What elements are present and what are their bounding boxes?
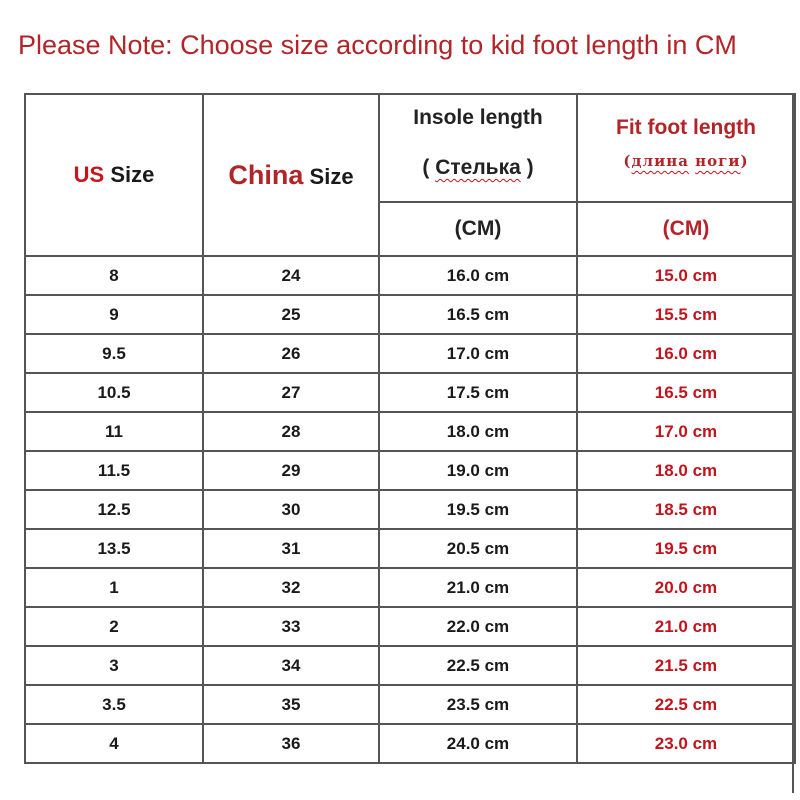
china-size-cell: 34 xyxy=(203,646,379,685)
us-size-cell: 11 xyxy=(25,412,203,451)
table-row xyxy=(25,646,795,685)
insole-length-cell: 22.0 cm xyxy=(379,607,577,646)
china-size-cell: 33 xyxy=(203,607,379,646)
insole-length-cell: 19.5 cm xyxy=(379,490,577,529)
table-row xyxy=(25,568,795,607)
us-size-cell: 4 xyxy=(25,724,203,763)
fit-foot-length-cell: 18.5 cm xyxy=(577,490,795,529)
insole-russian-label: ( Стелька ) xyxy=(422,156,534,179)
china-size-cell: 28 xyxy=(203,412,379,451)
china-size-cell: 24 xyxy=(203,256,379,295)
us-size-cell: 8 xyxy=(25,256,203,295)
us-size-cell: 9.5 xyxy=(25,334,203,373)
insole-length-cell: 16.5 cm xyxy=(379,295,577,334)
size-chart-table xyxy=(24,93,796,764)
table-row xyxy=(25,412,795,451)
insole-length-cell: 20.5 cm xyxy=(379,529,577,568)
table-right-border xyxy=(792,93,794,793)
fit-foot-length-cell: 21.0 cm xyxy=(577,607,795,646)
fit-foot-length-cell: 20.0 cm xyxy=(577,568,795,607)
china-size-cell: 29 xyxy=(203,451,379,490)
fit-unit-label: (CM) xyxy=(577,202,795,256)
us-size-cell: 12.5 xyxy=(25,490,203,529)
us-size-cell: 9 xyxy=(25,295,203,334)
us-size-cell: 11.5 xyxy=(25,451,203,490)
china-size-cell: 32 xyxy=(203,568,379,607)
us-size-cell: 10.5 xyxy=(25,373,203,412)
china-size-cell: 31 xyxy=(203,529,379,568)
insole-length-cell: 24.0 cm xyxy=(379,724,577,763)
us-size-label: Size xyxy=(104,162,155,187)
table-row xyxy=(25,295,795,334)
insole-length-cell: 19.0 cm xyxy=(379,451,577,490)
table-row xyxy=(25,607,795,646)
insole-length-cell: 22.5 cm xyxy=(379,646,577,685)
table-row xyxy=(25,334,795,373)
china-size-cell: 26 xyxy=(203,334,379,373)
fit-russian-label: (длина ноги) xyxy=(623,152,749,170)
insole-length-cell: 18.0 cm xyxy=(379,412,577,451)
fit-foot-length-label: Fit foot length xyxy=(616,116,756,139)
fit-foot-length-cell: 15.0 cm xyxy=(577,256,795,295)
size-chart-rows xyxy=(25,256,795,763)
insole-length-cell: 17.0 cm xyxy=(379,334,577,373)
us-size-cell: 2 xyxy=(25,607,203,646)
us-size-cell: 1 xyxy=(25,568,203,607)
fit-foot-length-cell: 22.5 cm xyxy=(577,685,795,724)
page-note: Please Note: Choose size according to kid foot length in CM xyxy=(18,30,737,60)
china-size-cell: 30 xyxy=(203,490,379,529)
header-us-size xyxy=(25,94,203,256)
insole-unit-label: (CM) xyxy=(379,202,577,256)
insole-length-cell: 17.5 cm xyxy=(379,373,577,412)
fit-foot-length-cell: 15.5 cm xyxy=(577,295,795,334)
china-label: China xyxy=(228,159,304,190)
us-label: US xyxy=(73,162,105,187)
insole-length-cell: 16.0 cm xyxy=(379,256,577,295)
table-row xyxy=(25,490,795,529)
china-size-cell: 25 xyxy=(203,295,379,334)
fit-foot-length-cell: 21.5 cm xyxy=(577,646,795,685)
table-row xyxy=(25,724,795,763)
insole-length-label: Insole length xyxy=(413,106,543,129)
table-row xyxy=(25,256,795,295)
us-size-cell: 3.5 xyxy=(25,685,203,724)
header-insole-length xyxy=(379,94,577,202)
fit-foot-length-cell: 18.0 cm xyxy=(577,451,795,490)
header-fit-foot-length xyxy=(577,94,795,202)
us-size-cell: 13.5 xyxy=(25,529,203,568)
china-size-cell: 27 xyxy=(203,373,379,412)
insole-length-cell: 21.0 cm xyxy=(379,568,577,607)
china-size-cell: 36 xyxy=(203,724,379,763)
table-row xyxy=(25,451,795,490)
fit-foot-length-cell: 23.0 cm xyxy=(577,724,795,763)
header-china-size xyxy=(203,94,379,256)
table-row xyxy=(25,529,795,568)
china-size-label: Size xyxy=(303,163,354,189)
us-size-cell: 3 xyxy=(25,646,203,685)
table-row xyxy=(25,685,795,724)
fit-foot-length-cell: 16.0 cm xyxy=(577,334,795,373)
table-row xyxy=(25,373,795,412)
china-size-cell: 35 xyxy=(203,685,379,724)
fit-foot-length-cell: 16.5 cm xyxy=(577,373,795,412)
fit-foot-length-cell: 19.5 cm xyxy=(577,529,795,568)
insole-length-cell: 23.5 cm xyxy=(379,685,577,724)
fit-foot-length-cell: 17.0 cm xyxy=(577,412,795,451)
